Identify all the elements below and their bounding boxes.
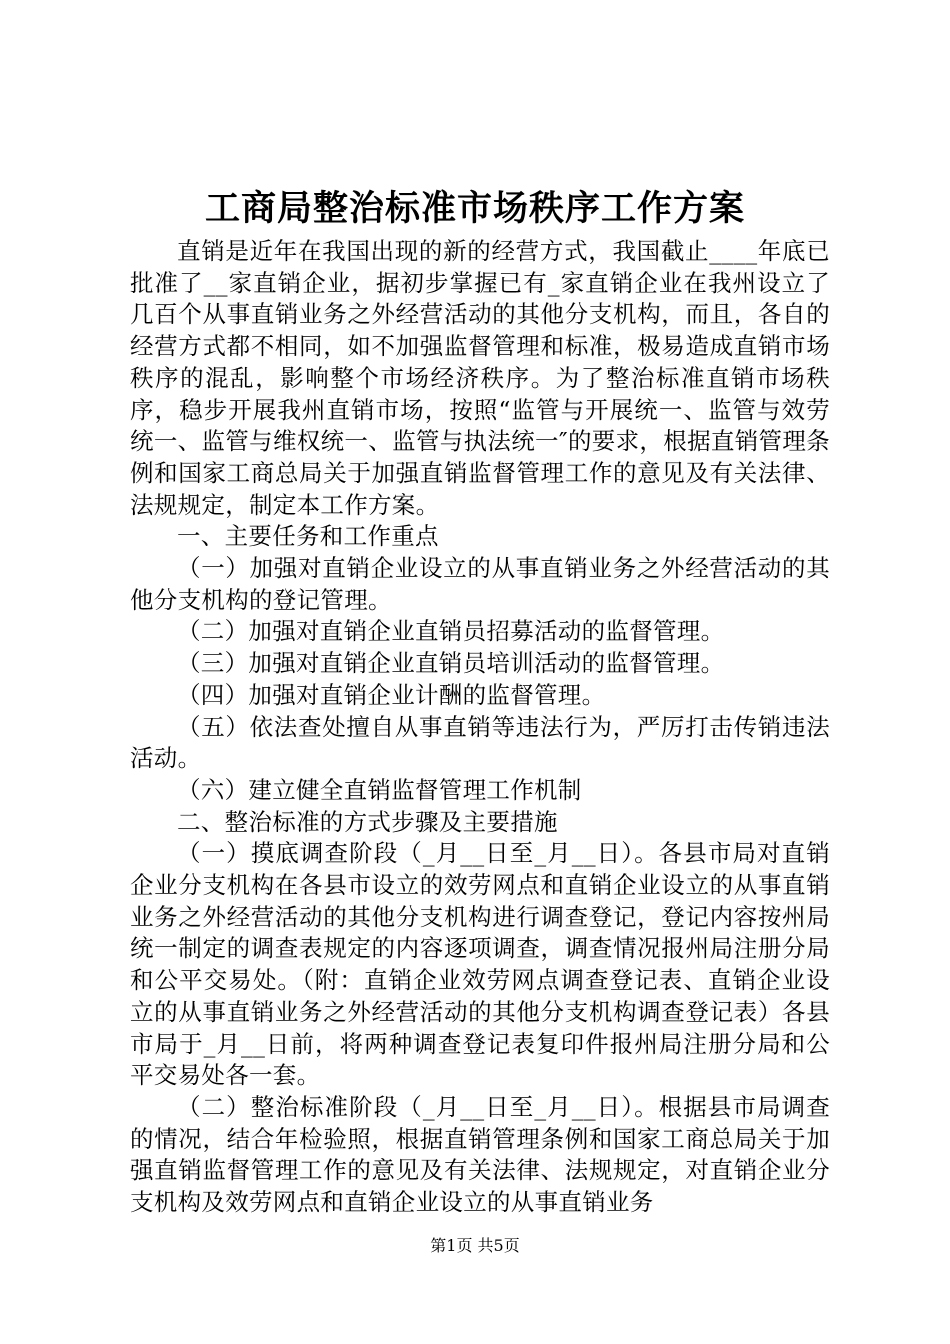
step-item-2: （二）整治标准阶段（_月__日至_月__日）。根据县市局调查的情况，结合年检验照，根据直销管理条例和国家工商总局关于加强直销监督管理工作的意见及有关法律、法规规定，对直销企业分支机构及效劳网点和直销企业设立的从事直销业务 xyxy=(130,1092,830,1217)
task-item-5: （五）依法查处擅自从事直销等违法行为，严厉打击传销违法活动。 xyxy=(130,712,830,773)
task-item-2: （二）加强对直销企业直销员招募活动的监督管理。 xyxy=(177,617,725,646)
step-item-1: （一）摸底调查阶段（_月__日至_月__日）。各县市局对直销企业分支机构在各县市设立的效劳网点和直销企业设立的从事直销业务之外经营活动的其他分支机构进行调查登记，登记内容按州局统一制定的调查表规定的内容逐项调查，调查情况报州局注册分局和公平交易处。（附：直销企业效劳网点调查登记表、直销企业设立的从事直销业务之外经营活动的其他分支机构调查登记表）各县市局于_月__日前，将两种调查登记表复印件报州局注册分局和公平交易处各一套。 xyxy=(130,839,830,1090)
page-footer: 第1页 共5页 xyxy=(430,1236,520,1255)
task-item-3: （三）加强对直销企业直销员培训活动的监督管理。 xyxy=(177,649,725,678)
page-title: 工商局整治标准市场秩序工作方案 xyxy=(204,188,745,229)
task-item-6: （六）建立健全直销监督管理工作机制 xyxy=(177,775,582,804)
task-item-1: （一）加强对直销企业设立的从事直销业务之外经营活动的其他分支机构的登记管理。 xyxy=(130,554,830,614)
task-item-4: （四）加强对直销企业计酬的监督管理。 xyxy=(177,680,606,709)
paragraph-intro: 直销是近年在我国出现的新的经营方式，我国截止____年底已批准了__家直销企业，据初步掌握已有_家直销企业在我州设立了几百个从事直销业务之外经营活动的其他分支机构，而且，各自的经营方式都不相同，如不加强监督管理和标准，极易造成直销市场秩序的混乱，影响整个市场经济秩序。为了整治标准直销市场秩序，稳步开展我州直销市场，按照“监管与开展统一、监管与效劳统一、监管与维权统一、监管与执法统一″的要求，根据直销管理条例和国家工商总局关于加强直销监督管理工作的意见及有关法律、法规规定，制定本工作方案。 xyxy=(130,237,830,519)
section-heading-1: 一、主要任务和工作重点 xyxy=(177,522,439,551)
section-heading-2: 二、整治标准的方式步骤及主要措施 xyxy=(177,807,558,836)
document-body xyxy=(130,236,830,1219)
